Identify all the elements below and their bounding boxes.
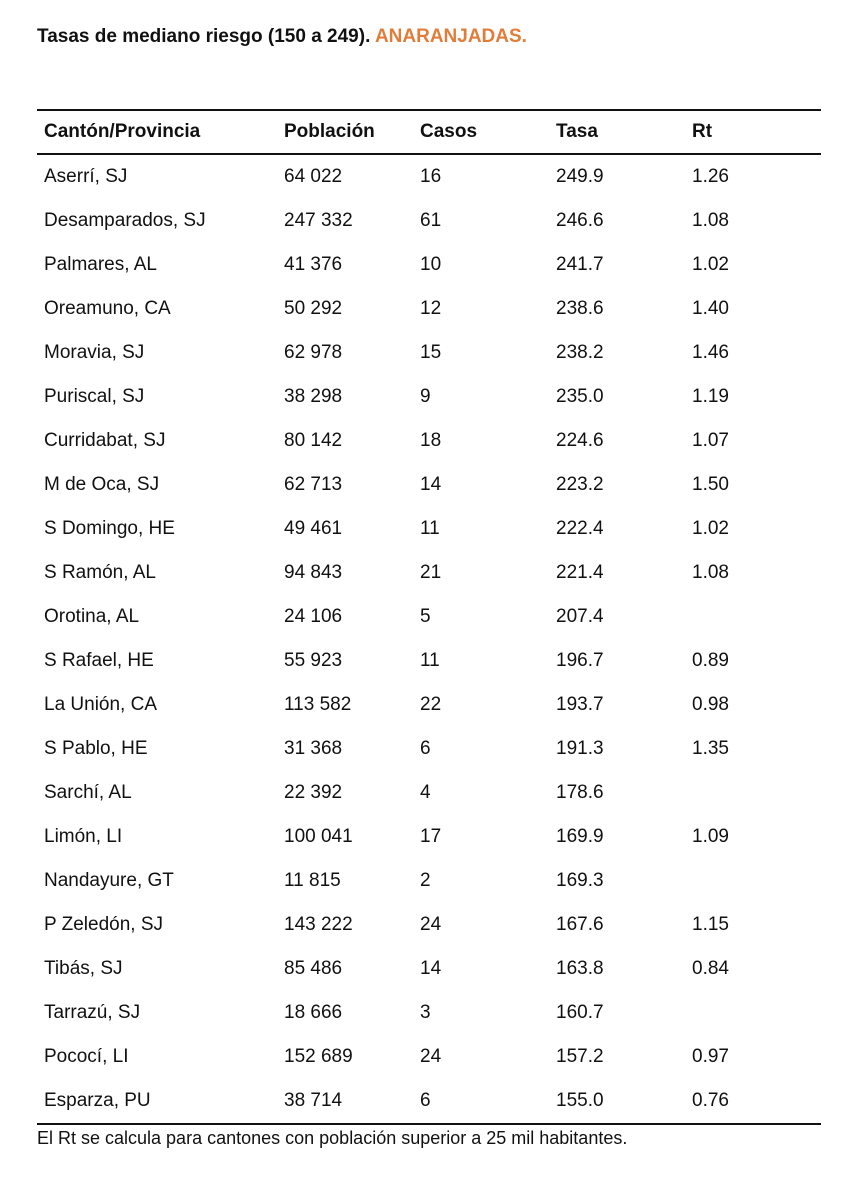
table-row bbox=[37, 991, 821, 1035]
table-row bbox=[37, 419, 821, 463]
cell-canton: Moravia, SJ bbox=[44, 342, 145, 363]
cell-poblacion: 49 461 bbox=[284, 518, 343, 539]
cell-casos: 11 bbox=[420, 650, 440, 671]
cell-canton: S Domingo, HE bbox=[44, 518, 175, 539]
cell-rt bbox=[685, 771, 821, 815]
table-row bbox=[37, 815, 821, 859]
cell-rt: 1.15 bbox=[692, 914, 729, 935]
cell-casos: 3 bbox=[420, 1002, 431, 1023]
cell-tasa: 163.8 bbox=[556, 958, 604, 979]
table-row bbox=[37, 551, 821, 595]
cell-canton: Esparza, PU bbox=[44, 1090, 151, 1111]
cell-canton: Tarrazú, SJ bbox=[44, 1002, 141, 1023]
cell-casos: 12 bbox=[420, 298, 442, 319]
cell-casos: 6 bbox=[420, 1090, 431, 1111]
cell-casos: 61 bbox=[420, 210, 442, 231]
table-row bbox=[37, 375, 821, 419]
cell-poblacion: 38 298 bbox=[284, 386, 343, 407]
cell-canton: Nandayure, GT bbox=[44, 870, 174, 891]
cell-canton: Oreamuno, CA bbox=[44, 298, 171, 319]
cell-tasa: 193.7 bbox=[556, 694, 604, 715]
cell-tasa: 169.9 bbox=[556, 826, 604, 847]
cell-rt: 0.97 bbox=[692, 1046, 729, 1067]
cell-poblacion: 80 142 bbox=[284, 430, 343, 451]
cell-poblacion: 62 713 bbox=[284, 474, 343, 495]
cell-tasa: 238.6 bbox=[556, 298, 604, 319]
cell-poblacion: 41 376 bbox=[284, 254, 343, 275]
cell-rt: 1.09 bbox=[692, 826, 729, 847]
table-row bbox=[37, 903, 821, 947]
cell-casos: 22 bbox=[420, 694, 442, 715]
table-row bbox=[37, 947, 821, 991]
cell-tasa: 155.0 bbox=[556, 1090, 604, 1111]
cell-rt: 0.76 bbox=[692, 1090, 729, 1111]
cell-rt: 0.89 bbox=[692, 650, 729, 671]
title-main: Tasas de mediano riesgo (150 a 249). bbox=[37, 26, 371, 47]
cell-casos: 5 bbox=[420, 606, 431, 627]
table-row bbox=[37, 639, 821, 683]
risk-table bbox=[37, 109, 821, 1125]
cell-poblacion: 152 689 bbox=[284, 1046, 353, 1067]
table-header-row bbox=[37, 110, 821, 154]
cell-poblacion: 55 923 bbox=[284, 650, 343, 671]
cell-tasa: 167.6 bbox=[556, 914, 604, 935]
cell-poblacion: 22 392 bbox=[284, 782, 343, 803]
table-row bbox=[37, 1035, 821, 1079]
document-title bbox=[37, 26, 527, 48]
cell-tasa: 196.7 bbox=[556, 650, 604, 671]
cell-tasa: 160.7 bbox=[556, 1002, 604, 1023]
cell-canton: Tibás, SJ bbox=[44, 958, 123, 979]
cell-poblacion: 24 106 bbox=[284, 606, 343, 627]
cell-canton: Puriscal, SJ bbox=[44, 386, 145, 407]
cell-tasa: 241.7 bbox=[556, 254, 604, 275]
cell-poblacion: 62 978 bbox=[284, 342, 343, 363]
cell-rt: 0.84 bbox=[692, 958, 729, 979]
footnote: El Rt se calcula para cantones con población superior a 25 mil habitantes. bbox=[37, 1128, 628, 1148]
cell-tasa: 223.2 bbox=[556, 474, 604, 495]
cell-casos: 9 bbox=[420, 386, 431, 407]
cell-canton: La Unión, CA bbox=[44, 694, 158, 715]
cell-casos: 24 bbox=[420, 914, 442, 935]
table-row bbox=[37, 683, 821, 727]
cell-poblacion: 31 368 bbox=[284, 738, 343, 759]
cell-canton: S Pablo, HE bbox=[44, 738, 148, 759]
table-row bbox=[37, 727, 821, 771]
header-poblacion: Población bbox=[284, 121, 375, 142]
cell-tasa: 246.6 bbox=[556, 210, 604, 231]
title-accent: ANARANJADAS. bbox=[374, 26, 527, 47]
table-row bbox=[37, 287, 821, 331]
cell-poblacion: 85 486 bbox=[284, 958, 343, 979]
cell-tasa: 222.4 bbox=[556, 518, 604, 539]
cell-canton: Palmares, AL bbox=[44, 254, 157, 275]
cell-tasa: 235.0 bbox=[556, 386, 604, 407]
cell-poblacion: 38 714 bbox=[284, 1090, 343, 1111]
table-row bbox=[37, 243, 821, 287]
table-row bbox=[37, 154, 821, 199]
cell-casos: 18 bbox=[420, 430, 442, 451]
cell-casos: 11 bbox=[420, 518, 440, 539]
cell-casos: 6 bbox=[420, 738, 431, 759]
cell-casos: 14 bbox=[420, 474, 442, 495]
cell-rt: 1.40 bbox=[692, 298, 729, 319]
cell-rt bbox=[685, 595, 821, 639]
risk-table-container bbox=[37, 109, 821, 1125]
cell-rt: 1.50 bbox=[692, 474, 729, 495]
cell-casos: 14 bbox=[420, 958, 442, 979]
cell-poblacion: 100 041 bbox=[284, 826, 353, 847]
cell-canton: M de Oca, SJ bbox=[44, 474, 160, 495]
cell-casos: 4 bbox=[420, 782, 431, 803]
cell-rt: 1.19 bbox=[692, 386, 729, 407]
cell-poblacion: 247 332 bbox=[284, 210, 353, 231]
cell-poblacion: 50 292 bbox=[284, 298, 343, 319]
header-canton: Cantón/Provincia bbox=[44, 121, 201, 142]
cell-poblacion: 143 222 bbox=[284, 914, 353, 935]
cell-rt: 1.46 bbox=[692, 342, 729, 363]
cell-poblacion: 18 666 bbox=[284, 1002, 343, 1023]
cell-canton: Aserrí, SJ bbox=[44, 166, 128, 187]
table-row bbox=[37, 859, 821, 903]
cell-canton: Curridabat, SJ bbox=[44, 430, 166, 451]
cell-rt: 1.08 bbox=[692, 562, 729, 583]
cell-poblacion: 64 022 bbox=[284, 166, 343, 187]
cell-tasa: 238.2 bbox=[556, 342, 604, 363]
cell-canton: Pococí, LI bbox=[44, 1046, 129, 1067]
cell-canton: S Ramón, AL bbox=[44, 562, 156, 583]
table-row bbox=[37, 771, 821, 815]
cell-rt: 1.26 bbox=[692, 166, 729, 187]
cell-rt bbox=[685, 991, 821, 1035]
table-row bbox=[37, 199, 821, 243]
header-rt: Rt bbox=[692, 121, 713, 142]
cell-tasa: 207.4 bbox=[556, 606, 604, 627]
header-casos: Casos bbox=[420, 121, 478, 142]
cell-tasa: 221.4 bbox=[556, 562, 604, 583]
cell-rt: 1.02 bbox=[692, 518, 729, 539]
cell-tasa: 178.6 bbox=[556, 782, 604, 803]
table-row bbox=[37, 463, 821, 507]
cell-casos: 10 bbox=[420, 254, 442, 275]
cell-poblacion: 11 815 bbox=[284, 870, 341, 891]
cell-rt bbox=[685, 859, 821, 903]
cell-poblacion: 94 843 bbox=[284, 562, 343, 583]
cell-rt: 0.98 bbox=[692, 694, 729, 715]
table-row bbox=[37, 595, 821, 639]
cell-casos: 2 bbox=[420, 870, 431, 891]
cell-tasa: 157.2 bbox=[556, 1046, 604, 1067]
cell-canton: Limón, LI bbox=[44, 826, 123, 847]
cell-rt: 1.35 bbox=[692, 738, 729, 759]
cell-canton: P Zeledón, SJ bbox=[44, 914, 164, 935]
header-tasa: Tasa bbox=[556, 121, 598, 142]
table-row bbox=[37, 507, 821, 551]
cell-rt: 1.08 bbox=[692, 210, 729, 231]
cell-casos: 16 bbox=[420, 166, 442, 187]
cell-canton: Sarchí, AL bbox=[44, 782, 132, 803]
cell-rt: 1.02 bbox=[692, 254, 729, 275]
cell-rt: 1.07 bbox=[692, 430, 729, 451]
cell-canton: Orotina, AL bbox=[44, 606, 140, 627]
cell-tasa: 224.6 bbox=[556, 430, 604, 451]
cell-canton: S Rafael, HE bbox=[44, 650, 154, 671]
cell-poblacion: 113 582 bbox=[284, 694, 352, 715]
cell-casos: 17 bbox=[420, 826, 442, 847]
cell-casos: 21 bbox=[420, 562, 442, 583]
cell-tasa: 249.9 bbox=[556, 166, 604, 187]
cell-canton: Desamparados, SJ bbox=[44, 210, 206, 231]
cell-tasa: 169.3 bbox=[556, 870, 604, 891]
cell-casos: 15 bbox=[420, 342, 442, 363]
table-row bbox=[37, 1079, 821, 1124]
cell-casos: 24 bbox=[420, 1046, 442, 1067]
table-body bbox=[37, 154, 821, 1124]
cell-tasa: 191.3 bbox=[556, 738, 604, 759]
table-row bbox=[37, 331, 821, 375]
